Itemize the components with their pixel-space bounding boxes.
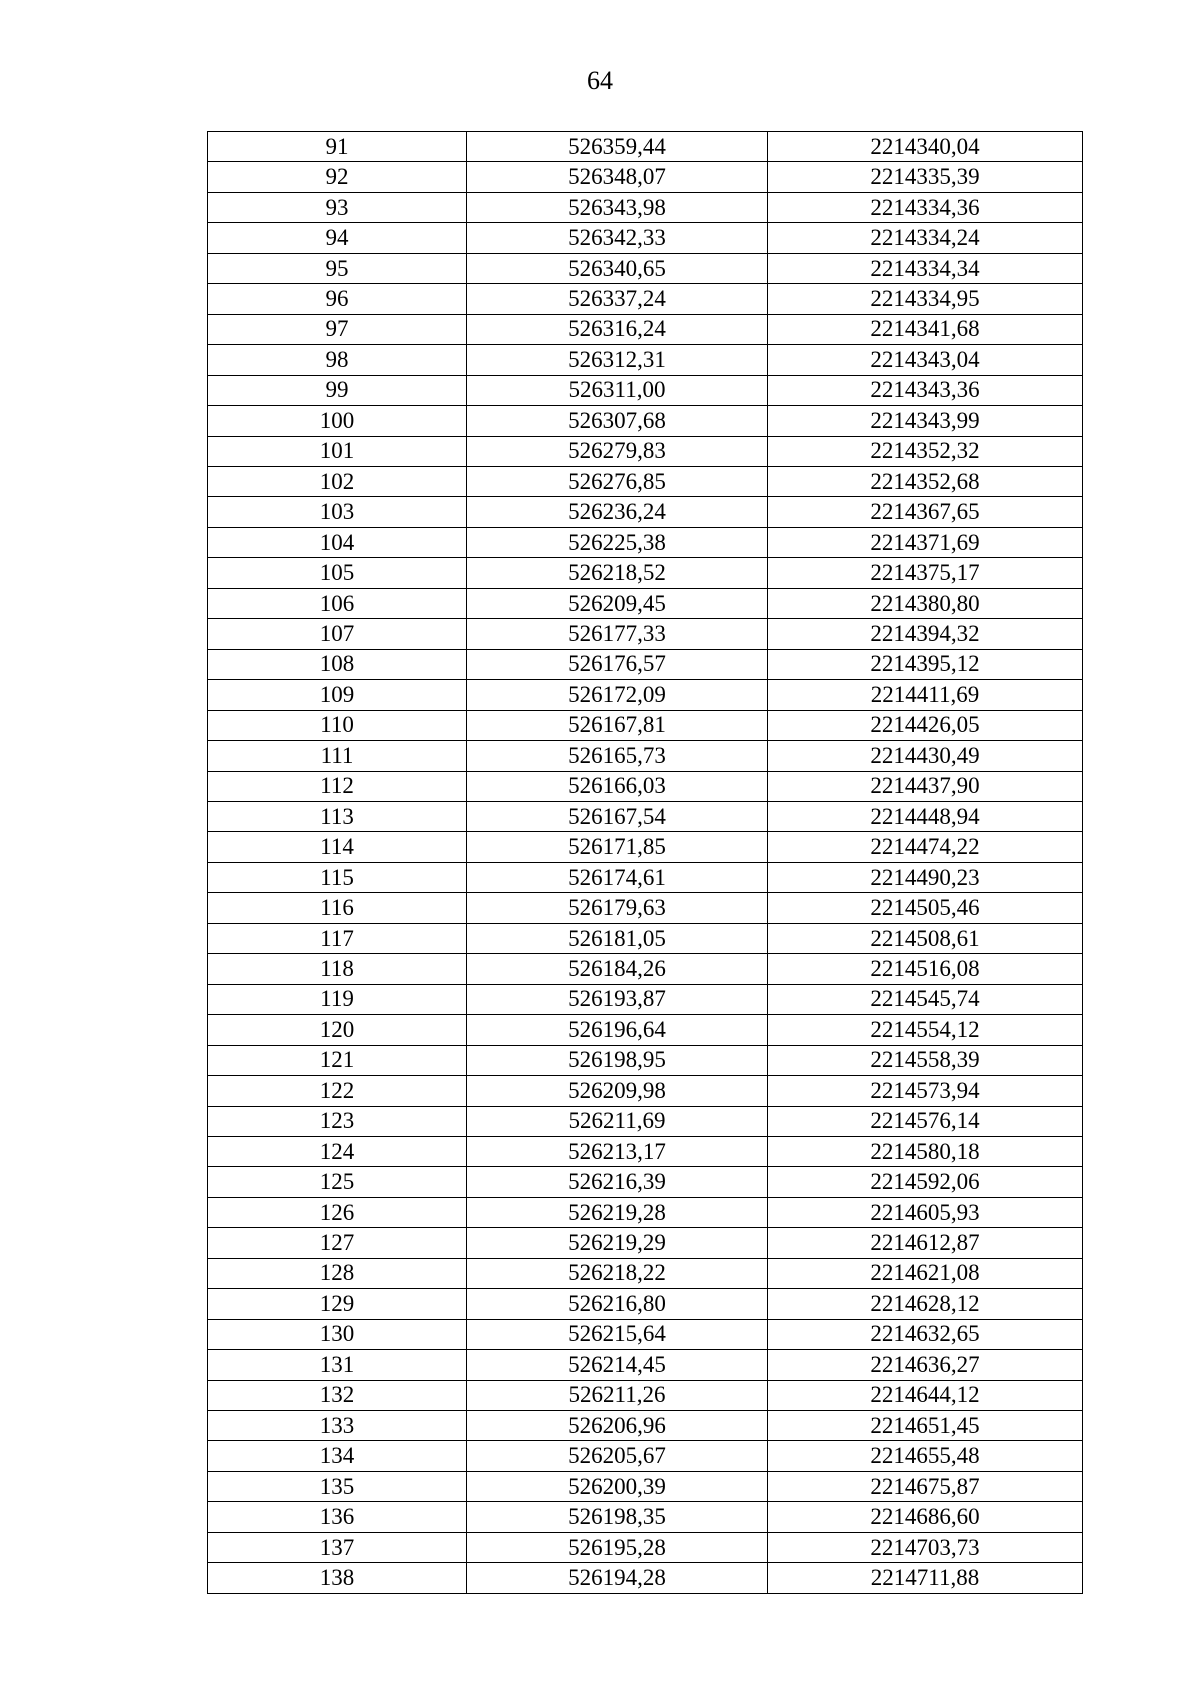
x-coordinate-cell: 526236,24 <box>467 497 768 527</box>
point-number-cell: 110 <box>208 710 467 740</box>
x-coordinate-cell: 526348,07 <box>467 162 768 192</box>
x-coordinate-cell: 526198,95 <box>467 1045 768 1075</box>
y-coordinate-cell: 2214334,95 <box>768 284 1083 314</box>
y-coordinate-cell: 2214655,48 <box>768 1441 1083 1471</box>
x-coordinate-cell: 526198,35 <box>467 1502 768 1532</box>
point-number-cell: 125 <box>208 1167 467 1197</box>
y-coordinate-cell: 2214592,06 <box>768 1167 1083 1197</box>
x-coordinate-cell: 526337,24 <box>467 284 768 314</box>
y-coordinate-cell: 2214711,88 <box>768 1563 1083 1593</box>
table-row <box>208 1532 1083 1562</box>
y-coordinate-cell: 2214352,32 <box>768 436 1083 466</box>
point-number-cell: 111 <box>208 741 467 771</box>
table-row <box>208 893 1083 923</box>
table-row <box>208 1197 1083 1227</box>
table-row <box>208 345 1083 375</box>
x-coordinate-cell: 526215,64 <box>467 1319 768 1349</box>
y-coordinate-cell: 2214605,93 <box>768 1197 1083 1227</box>
x-coordinate-cell: 526167,81 <box>467 710 768 740</box>
table-row <box>208 1258 1083 1288</box>
y-coordinate-cell: 2214375,17 <box>768 558 1083 588</box>
table-row <box>208 619 1083 649</box>
point-number-cell: 133 <box>208 1411 467 1441</box>
coordinates-table-body <box>208 132 1083 1594</box>
table-row <box>208 862 1083 892</box>
y-coordinate-cell: 2214352,68 <box>768 466 1083 496</box>
point-number-cell: 107 <box>208 619 467 649</box>
table-row <box>208 466 1083 496</box>
point-number-cell: 105 <box>208 558 467 588</box>
y-coordinate-cell: 2214558,39 <box>768 1045 1083 1075</box>
table-row <box>208 497 1083 527</box>
x-coordinate-cell: 526276,85 <box>467 466 768 496</box>
table-row <box>208 284 1083 314</box>
table-row <box>208 832 1083 862</box>
y-coordinate-cell: 2214343,04 <box>768 345 1083 375</box>
point-number-cell: 91 <box>208 132 467 162</box>
x-coordinate-cell: 526307,68 <box>467 406 768 436</box>
x-coordinate-cell: 526211,26 <box>467 1380 768 1410</box>
table-row <box>208 984 1083 1014</box>
x-coordinate-cell: 526179,63 <box>467 893 768 923</box>
table-row <box>208 1167 1083 1197</box>
table-row <box>208 162 1083 192</box>
x-coordinate-cell: 526218,22 <box>467 1258 768 1288</box>
point-number-cell: 100 <box>208 406 467 436</box>
point-number-cell: 116 <box>208 893 467 923</box>
point-number-cell: 123 <box>208 1106 467 1136</box>
table-row <box>208 649 1083 679</box>
x-coordinate-cell: 526195,28 <box>467 1532 768 1562</box>
y-coordinate-cell: 2214651,45 <box>768 1411 1083 1441</box>
x-coordinate-cell: 526359,44 <box>467 132 768 162</box>
x-coordinate-cell: 526343,98 <box>467 192 768 222</box>
x-coordinate-cell: 526174,61 <box>467 862 768 892</box>
table-row <box>208 1015 1083 1045</box>
point-number-cell: 115 <box>208 862 467 892</box>
page-number: 64 <box>587 66 613 95</box>
x-coordinate-cell: 526172,09 <box>467 680 768 710</box>
point-number-cell: 132 <box>208 1380 467 1410</box>
y-coordinate-cell: 2214341,68 <box>768 314 1083 344</box>
point-number-cell: 102 <box>208 466 467 496</box>
point-number-cell: 92 <box>208 162 467 192</box>
x-coordinate-cell: 526181,05 <box>467 923 768 953</box>
y-coordinate-cell: 2214340,04 <box>768 132 1083 162</box>
point-number-cell: 118 <box>208 954 467 984</box>
x-coordinate-cell: 526316,24 <box>467 314 768 344</box>
table-row <box>208 801 1083 831</box>
x-coordinate-cell: 526311,00 <box>467 375 768 405</box>
table-row <box>208 1136 1083 1166</box>
point-number-cell: 124 <box>208 1136 467 1166</box>
point-number-cell: 135 <box>208 1471 467 1501</box>
x-coordinate-cell: 526167,54 <box>467 801 768 831</box>
table-row <box>208 527 1083 557</box>
table-row <box>208 771 1083 801</box>
table-row <box>208 1076 1083 1106</box>
table-row <box>208 1471 1083 1501</box>
y-coordinate-cell: 2214426,05 <box>768 710 1083 740</box>
y-coordinate-cell: 2214448,94 <box>768 801 1083 831</box>
x-coordinate-cell: 526193,87 <box>467 984 768 1014</box>
table-row <box>208 741 1083 771</box>
point-number-cell: 93 <box>208 192 467 222</box>
y-coordinate-cell: 2214343,99 <box>768 406 1083 436</box>
point-number-cell: 94 <box>208 223 467 253</box>
table-row <box>208 436 1083 466</box>
x-coordinate-cell: 526196,64 <box>467 1015 768 1045</box>
y-coordinate-cell: 2214612,87 <box>768 1228 1083 1258</box>
point-number-cell: 98 <box>208 345 467 375</box>
y-coordinate-cell: 2214334,24 <box>768 223 1083 253</box>
point-number-cell: 113 <box>208 801 467 831</box>
y-coordinate-cell: 2214430,49 <box>768 741 1083 771</box>
table-row <box>208 223 1083 253</box>
y-coordinate-cell: 2214632,65 <box>768 1319 1083 1349</box>
table-row <box>208 1045 1083 1075</box>
y-coordinate-cell: 2214516,08 <box>768 954 1083 984</box>
x-coordinate-cell: 526279,83 <box>467 436 768 466</box>
y-coordinate-cell: 2214395,12 <box>768 649 1083 679</box>
y-coordinate-cell: 2214380,80 <box>768 588 1083 618</box>
point-number-cell: 109 <box>208 680 467 710</box>
y-coordinate-cell: 2214394,32 <box>768 619 1083 649</box>
x-coordinate-cell: 526216,39 <box>467 1167 768 1197</box>
table-row <box>208 1411 1083 1441</box>
table-row <box>208 1502 1083 1532</box>
x-coordinate-cell: 526213,17 <box>467 1136 768 1166</box>
y-coordinate-cell: 2214490,23 <box>768 862 1083 892</box>
point-number-cell: 117 <box>208 923 467 953</box>
point-number-cell: 126 <box>208 1197 467 1227</box>
table-row <box>208 1106 1083 1136</box>
x-coordinate-cell: 526165,73 <box>467 741 768 771</box>
x-coordinate-cell: 526216,80 <box>467 1289 768 1319</box>
table-row <box>208 132 1083 162</box>
point-number-cell: 106 <box>208 588 467 618</box>
table-row <box>208 192 1083 222</box>
point-number-cell: 103 <box>208 497 467 527</box>
table-row <box>208 1563 1083 1593</box>
x-coordinate-cell: 526171,85 <box>467 832 768 862</box>
coordinates-table <box>207 131 1083 1594</box>
table-row <box>208 558 1083 588</box>
point-number-cell: 131 <box>208 1350 467 1380</box>
point-number-cell: 122 <box>208 1076 467 1106</box>
x-coordinate-cell: 526218,52 <box>467 558 768 588</box>
table-row <box>208 253 1083 283</box>
y-coordinate-cell: 2214474,22 <box>768 832 1083 862</box>
table-row <box>208 314 1083 344</box>
point-number-cell: 130 <box>208 1319 467 1349</box>
y-coordinate-cell: 2214628,12 <box>768 1289 1083 1319</box>
y-coordinate-cell: 2214621,08 <box>768 1258 1083 1288</box>
point-number-cell: 137 <box>208 1532 467 1562</box>
table-row <box>208 1319 1083 1349</box>
point-number-cell: 119 <box>208 984 467 1014</box>
y-coordinate-cell: 2214334,36 <box>768 192 1083 222</box>
table-row <box>208 375 1083 405</box>
y-coordinate-cell: 2214554,12 <box>768 1015 1083 1045</box>
point-number-cell: 97 <box>208 314 467 344</box>
x-coordinate-cell: 526214,45 <box>467 1350 768 1380</box>
y-coordinate-cell: 2214371,69 <box>768 527 1083 557</box>
point-number-cell: 104 <box>208 527 467 557</box>
y-coordinate-cell: 2214411,69 <box>768 680 1083 710</box>
y-coordinate-cell: 2214580,18 <box>768 1136 1083 1166</box>
y-coordinate-cell: 2214675,87 <box>768 1471 1083 1501</box>
point-number-cell: 96 <box>208 284 467 314</box>
x-coordinate-cell: 526225,38 <box>467 527 768 557</box>
table-row <box>208 588 1083 618</box>
x-coordinate-cell: 526205,67 <box>467 1441 768 1471</box>
point-number-cell: 136 <box>208 1502 467 1532</box>
point-number-cell: 120 <box>208 1015 467 1045</box>
x-coordinate-cell: 526340,65 <box>467 253 768 283</box>
point-number-cell: 99 <box>208 375 467 405</box>
x-coordinate-cell: 526312,31 <box>467 345 768 375</box>
point-number-cell: 101 <box>208 436 467 466</box>
x-coordinate-cell: 526200,39 <box>467 1471 768 1501</box>
x-coordinate-cell: 526219,28 <box>467 1197 768 1227</box>
x-coordinate-cell: 526342,33 <box>467 223 768 253</box>
point-number-cell: 129 <box>208 1289 467 1319</box>
point-number-cell: 95 <box>208 253 467 283</box>
x-coordinate-cell: 526184,26 <box>467 954 768 984</box>
y-coordinate-cell: 2214508,61 <box>768 923 1083 953</box>
point-number-cell: 121 <box>208 1045 467 1075</box>
point-number-cell: 108 <box>208 649 467 679</box>
x-coordinate-cell: 526219,29 <box>467 1228 768 1258</box>
y-coordinate-cell: 2214367,65 <box>768 497 1083 527</box>
x-coordinate-cell: 526211,69 <box>467 1106 768 1136</box>
y-coordinate-cell: 2214636,27 <box>768 1350 1083 1380</box>
y-coordinate-cell: 2214335,39 <box>768 162 1083 192</box>
point-number-cell: 114 <box>208 832 467 862</box>
table-row <box>208 1289 1083 1319</box>
y-coordinate-cell: 2214576,14 <box>768 1106 1083 1136</box>
x-coordinate-cell: 526194,28 <box>467 1563 768 1593</box>
table-row <box>208 1380 1083 1410</box>
x-coordinate-cell: 526206,96 <box>467 1411 768 1441</box>
x-coordinate-cell: 526177,33 <box>467 619 768 649</box>
point-number-cell: 127 <box>208 1228 467 1258</box>
table-row <box>208 406 1083 436</box>
y-coordinate-cell: 2214505,46 <box>768 893 1083 923</box>
table-row <box>208 923 1083 953</box>
x-coordinate-cell: 526176,57 <box>467 649 768 679</box>
point-number-cell: 128 <box>208 1258 467 1288</box>
y-coordinate-cell: 2214644,12 <box>768 1380 1083 1410</box>
table-row <box>208 1441 1083 1471</box>
point-number-cell: 138 <box>208 1563 467 1593</box>
table-row <box>208 1350 1083 1380</box>
y-coordinate-cell: 2214703,73 <box>768 1532 1083 1562</box>
table-row <box>208 680 1083 710</box>
y-coordinate-cell: 2214437,90 <box>768 771 1083 801</box>
table-row <box>208 954 1083 984</box>
y-coordinate-cell: 2214686,60 <box>768 1502 1083 1532</box>
x-coordinate-cell: 526166,03 <box>467 771 768 801</box>
y-coordinate-cell: 2214545,74 <box>768 984 1083 1014</box>
y-coordinate-cell: 2214343,36 <box>768 375 1083 405</box>
point-number-cell: 112 <box>208 771 467 801</box>
x-coordinate-cell: 526209,45 <box>467 588 768 618</box>
x-coordinate-cell: 526209,98 <box>467 1076 768 1106</box>
table-row <box>208 710 1083 740</box>
y-coordinate-cell: 2214334,34 <box>768 253 1083 283</box>
point-number-cell: 134 <box>208 1441 467 1471</box>
table-row <box>208 1228 1083 1258</box>
y-coordinate-cell: 2214573,94 <box>768 1076 1083 1106</box>
